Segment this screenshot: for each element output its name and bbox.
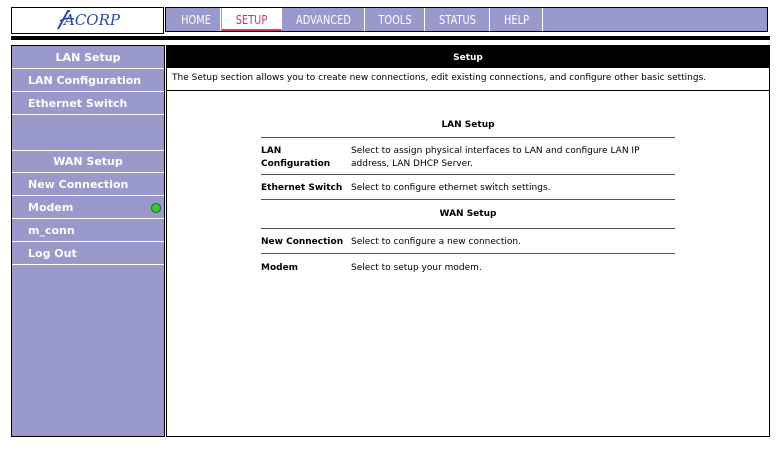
tab-advanced[interactable]	[283, 8, 365, 31]
ethernet-switch-row	[261, 182, 675, 198]
modem-desc: Select to setup your modem.	[351, 263, 482, 273]
sidebar-header-lan-setup[interactable]: LAN Setup	[12, 47, 164, 69]
new-connection-desc: Select to configure a new connection.	[351, 237, 521, 247]
tab-tools-label: TOOLS	[378, 13, 412, 27]
divider	[261, 253, 675, 254]
divider	[261, 137, 675, 138]
tab-status[interactable]	[426, 8, 490, 31]
page-title: Setup	[167, 46, 769, 68]
lan-configuration-desc: Select to assign physical interfaces to LAN and configure LAN IP address, LAN DHCP Server.	[351, 146, 640, 169]
tab-status-label: STATUS	[439, 13, 476, 27]
sidebar-header-wan-setup[interactable]: WAN Setup	[12, 151, 164, 173]
lan-configuration-row	[261, 145, 675, 173]
sidebar-item-modem-label: Modem	[28, 201, 74, 214]
modem-link[interactable]: Modem	[261, 263, 299, 273]
logo-text: ACORP	[64, 11, 120, 29]
header-divider	[11, 36, 770, 40]
tab-home[interactable]	[172, 8, 221, 31]
new-connection-link[interactable]: New Connection	[261, 237, 344, 247]
divider	[261, 228, 675, 229]
description-divider	[167, 90, 769, 91]
sidebar-item-new-connection[interactable]: New Connection	[12, 174, 164, 196]
page-description: The Setup section allows you to create new connections, edit existing connections, and configure other basic settings.	[172, 73, 707, 83]
sidebar	[11, 45, 165, 437]
tab-advanced-label: ADVANCED	[295, 13, 351, 27]
lan-configuration-link[interactable]: LAN Configuration	[261, 146, 331, 169]
tab-tools[interactable]	[366, 8, 425, 31]
tab-setup[interactable]	[222, 8, 282, 31]
tab-help-label: HELP	[503, 13, 530, 27]
sidebar-spacer	[12, 115, 164, 151]
tab-setup-label: SETUP	[235, 13, 268, 27]
divider	[261, 174, 675, 175]
sidebar-item-modem[interactable]	[12, 197, 164, 219]
divider	[261, 199, 675, 200]
tab-home-label: HOME	[181, 13, 211, 27]
modem-row	[261, 262, 675, 278]
logo	[11, 7, 164, 34]
sidebar-item-ethernet-switch[interactable]: Ethernet Switch	[12, 93, 164, 115]
ethernet-switch-link[interactable]: Ethernet Switch	[261, 183, 343, 193]
modem-status-icon	[151, 203, 161, 213]
top-nav	[165, 7, 768, 32]
wan-section-title: WAN Setup	[439, 209, 497, 219]
new-connection-row	[261, 236, 675, 252]
tab-help[interactable]	[491, 8, 543, 31]
sidebar-item-m-conn[interactable]: m_conn	[12, 220, 164, 242]
lan-section-title: LAN Setup	[441, 120, 495, 130]
sidebar-item-log-out[interactable]: Log Out	[12, 243, 164, 265]
main-content	[166, 45, 770, 437]
ethernet-switch-desc: Select to configure ethernet switch settings.	[351, 183, 551, 193]
sidebar-item-lan-configuration[interactable]: LAN Configuration	[12, 70, 164, 92]
